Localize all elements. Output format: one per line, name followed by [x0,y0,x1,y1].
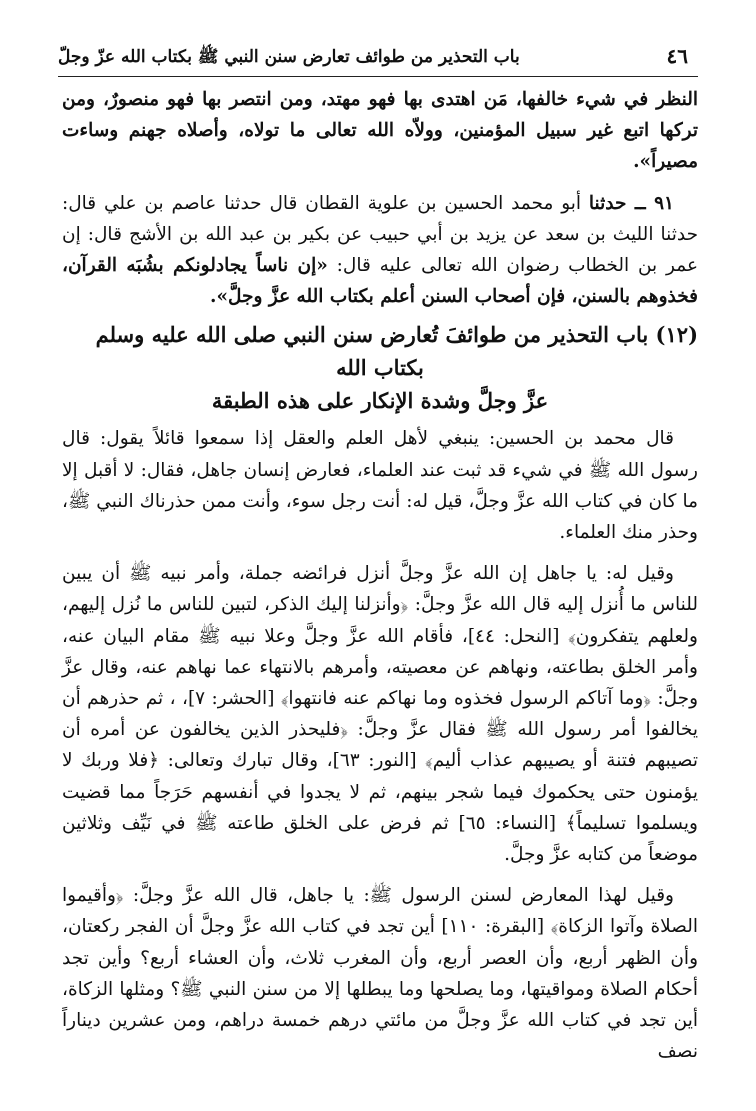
paragraph-prayer-zakat: وقيل لهذا المعارض لسنن الرسول ﷺ: يا جاهل، قال الله عزَّ وجلَّ: ﴿وأقيموا الصلاة وآتوا الزكاة﴾ [البقرة: ١١٠] أين تجد في كتاب الله عزَّ وجلَّ أن الفجر ركعتان، وأن الظهر أربع، وأن العصر أربع، وأن المغرب ثلاث، وأن العشاء أربع؟ وأين تجد أحكام الصلاة ومواقيتها، وما يصلحها وما يبطلها إلا من سنن النبي ﷺ؟ ومثلها الزكاة، أين تجد في كتاب الله عزَّ وجلَّ من مائتي درهم خمسة دراهم، ومن عشرين ديناراً نصف [62,885,698,1063]
paragraph-intro [62,423,698,548]
page-body [62,84,698,1067]
hadith-chain: أبو محمد الحسين بن علوية القطان قال حدثنا عاصم بن علي قال: حدثنا الليث بن سعد عن يزيد بن أبي حبيب عن بكير بن عبد الله بن الأشج قال: إن عمر بن الخطاب رضوان الله تعالى عليه قال: [62,192,698,277]
paragraph-quote-end: النظر في شيء خالفها، مَن اهتدى بها فهو مهتد، ومن انتصر بها فهو منصورٌ، ومن تركها اتبع غير سبيل المؤمنين، وولاّه الله تعالى ما تولاه، وأصلاه جهنم وساءت مصيراً». [62,89,698,173]
page-header [58,40,698,77]
running-title: باب التحذير من طوائف تعارض سنن النبي ﷺ بكتاب الله عزّ وجلّ [58,47,520,67]
page-number: ٤٦ [666,44,688,68]
paragraph-intro-b: رسول الله ﷺ في شيء قد ثبت عند العلماء، فعارض إنسان جاهل، فقال: لا أقبل إلا ما كان في كتاب الله عزَّ وجلَّ، قيل له: أنت رجل سوء، وأنت ممن حذرناك النبي ﷺ، وحذر منك العلماء. [62,459,698,544]
chapter-heading-line1: (١٢) باب التحذير من طوائفَ تُعارض سنن النبي صلى الله عليه وسلم [95,322,698,348]
hadith-number: ٩١ ــ حدثنا [588,192,674,214]
hadith-text: «إن ناساً يجادلونكم بشُبَه القرآن، فخذوهم بالسنن، فإن أصحاب السنن أعلم بكتاب الله عزَّ وجلَّ». [62,255,698,308]
chapter-heading-line2: بكتاب الله [336,355,424,381]
chapter-heading-line3: عزَّ وجلَّ وشدة الإنكار على هذه الطبقة [211,388,549,414]
paragraph-intro-a: قال محمد بن الحسين: ينبغي لأهل العلم والعقل إذا سمعوا قائلاً يقول: قال [62,428,674,450]
hadith-91 [62,188,698,313]
paragraph-response: وقيل له: يا جاهل إن الله عزَّ وجلَّ أنزل فرائضه جملة، وأمر نبيه ﷺ أن يبين للناس ما أُنزل إليه قال الله عزَّ وجلَّ: ﴿وأنزلنا إليك الذكر، لتبين للناس ما نُزل إليهم، ولعلهم يتفكرون﴾ [النحل: ٤٤]، فأقام الله عزَّ وجلَّ وعلا نبيه ﷺ مقام البيان عنه، وأمر الخلق بطاعته، ونهاهم عن معصيته، وأمرهم بالانتهاء عما نهاهم عنه، وقال عزَّ وجلَّ: ﴿وما آتاكم الرسول فخذوه وما نهاكم عنه فانتهوا﴾ [الحشر: ٧]، ، ثم حذرهم أن يخالفوا أمر رسول الله ﷺ فقال عزَّ وجلَّ: ﴿فليحذر الذين يخالفون عن أمره أن تصيبهم فتنة أو يصيبهم عذاب أليم﴾ [النور: ٦٣]، وقال تبارك وتعالى: ﴿فلا وربك لا يؤمنون حتى يحكموك فيما شجر بينهم، ثم لا يجدوا في أنفسهم حَرَجاً مما قضيت ويسلموا تسليماً﴾ [النساء: ٦٥] ثم فرض على الخلق طاعته ﷺ في نَيِّف وثلاثين موضعاً من كتابه عزَّ وجلَّ. [62,563,698,866]
